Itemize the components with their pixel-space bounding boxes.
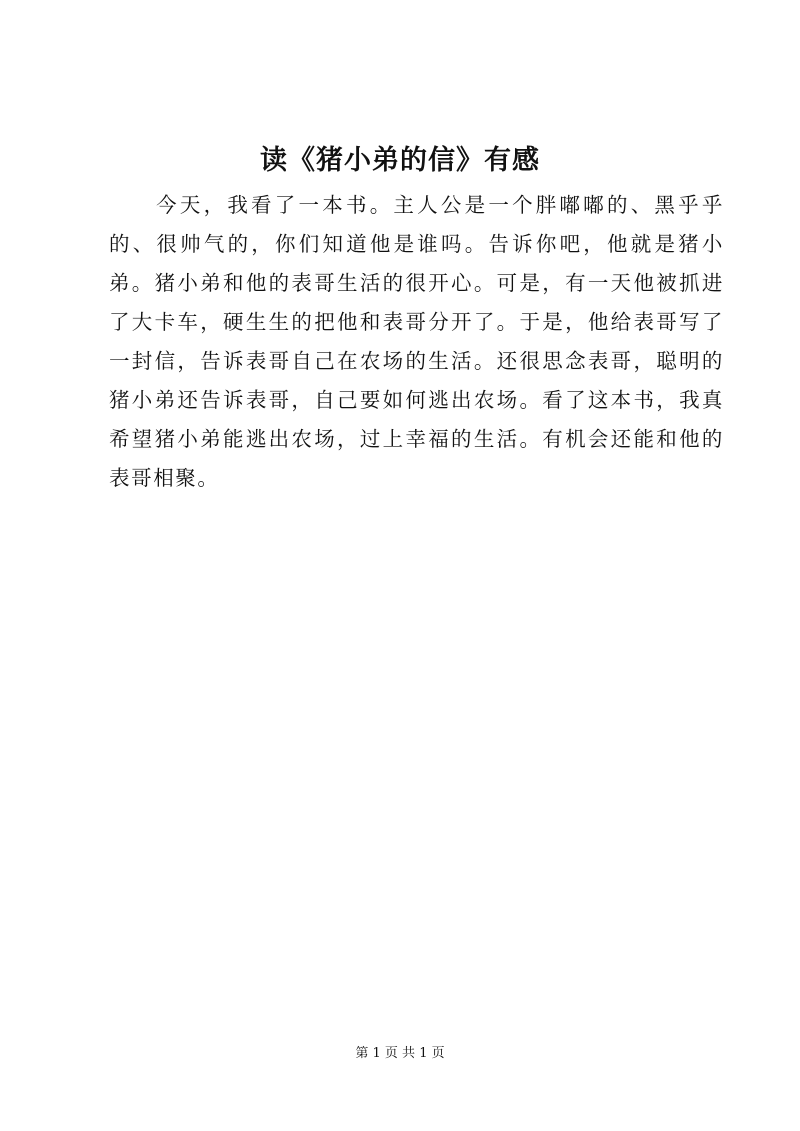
body-paragraph: 今天，我看了一本书。主人公是一个胖嘟嘟的、黑乎乎的、很帅气的，你们知道他是谁吗。告诉你吧，他就是猪小弟。猪小弟和他的表哥生活的很开心。可是，有一天他被抓进了大卡车，硬生生的把他和表哥分开了。于是，他给表哥写了一封信，告诉表哥自己在农场的生活。还很思念表哥，聪明的猪小弟还告诉表哥，自己要如何逃出农场。看了这本书，我真希望猪小弟能逃出农场，过上幸福的生活。有机会还能和他的表哥相聚。 xyxy=(109,193,724,490)
document-title: 读《猪小弟的信》有感 xyxy=(260,145,540,176)
page-footer: 第 1 页 共 1 页 xyxy=(355,1046,445,1061)
